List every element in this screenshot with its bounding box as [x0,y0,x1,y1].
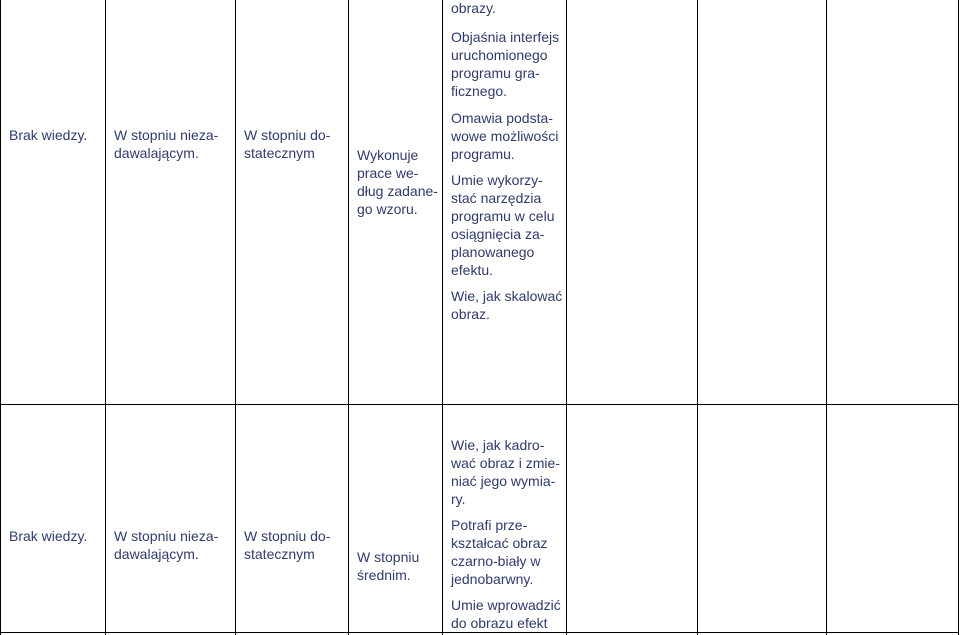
grid-line-right [958,0,959,635]
text-line: statecznym [244,145,315,161]
text-line: czarno-biały w [451,553,541,569]
grid-line-col3 [348,0,349,635]
text-line: jednobarwny. [451,571,534,587]
text-line: osiągnięcia za- [451,226,545,242]
row1-grade-poor [114,126,218,162]
text-line: planowanego [451,244,535,260]
grid-line-col1 [105,0,106,635]
text-line: stać narzędzia [451,190,542,206]
row2-grade-average [357,548,419,584]
row2-requirements-p2 [451,516,547,588]
row-divider [0,404,959,405]
text-line: Potrafi prze- [451,517,528,533]
text-line: programu gra- [451,65,540,81]
row2-grade-insufficient: Brak wiedzy. [9,528,88,544]
grid-line-col2 [235,0,236,635]
text-line: obraz. [451,306,490,322]
text-line: dawalającym. [114,145,199,161]
row1-requirements-p4 [451,287,562,323]
text-line: uruchomionego [451,47,548,63]
text-line: dług zadane- [357,183,438,199]
text-line: Umie wprowadzić [451,597,561,613]
grid-line-col7 [826,0,827,635]
grid-line-col4 [442,0,443,635]
text-line: Wie, jak skalować [451,288,563,304]
row1-requirements-p3 [451,171,555,279]
text-line: Umie wykorzy- [451,172,543,188]
text-line: programu w celu [451,208,555,224]
text-line: efektu. [451,262,494,278]
text-line: średnim. [357,567,411,583]
text-line: W stopniu do- [244,528,331,544]
row2-requirements-p3 [451,596,561,632]
text-line: prace we- [357,165,419,181]
row1-grade-insufficient: Brak wiedzy. [9,127,88,143]
grid-line-col6 [697,0,698,635]
text-line: obrazy. [451,0,496,16]
text-line: go wzoru. [357,201,418,217]
grid-line-left [0,0,1,635]
text-line: Wie, jak kadro- [451,437,545,453]
text-line: statecznym [244,546,315,562]
row1-requirements-p2 [451,109,558,163]
text-line: niać jego wymia- [451,473,556,489]
row1-requirements-p1 [451,28,559,100]
row1-grade-sufficient [244,126,330,162]
text-line: ry. [451,491,466,507]
text-line: W stopniu do- [244,127,331,143]
row1-grade-average [357,146,438,218]
text-line: do obrazu efekt [451,615,548,631]
text-line: kształcać obraz [451,535,548,551]
text-line: W stopniu nieza- [114,528,219,544]
text-line: Objaśnia interfejs [451,29,560,45]
text-line: dawalającym. [114,546,199,562]
text-line: programu. [451,146,515,162]
table-bottom-line [0,632,959,633]
text-line: W stopniu [357,549,420,565]
row2-requirements-p1 [451,436,560,508]
text-line: wać obraz i zmie- [451,455,560,471]
grid-line-col5 [566,0,567,635]
row2-grade-poor [114,527,218,563]
row1-requirements-p0 [451,0,496,17]
text-line: ficznego. [451,83,508,99]
text-line: Wykonuje [357,147,419,163]
text-line: Omawia podsta- [451,110,553,126]
row2-grade-sufficient [244,527,330,563]
text-line: W stopniu nieza- [114,127,219,143]
text-line: wowe możliwości [451,128,559,144]
